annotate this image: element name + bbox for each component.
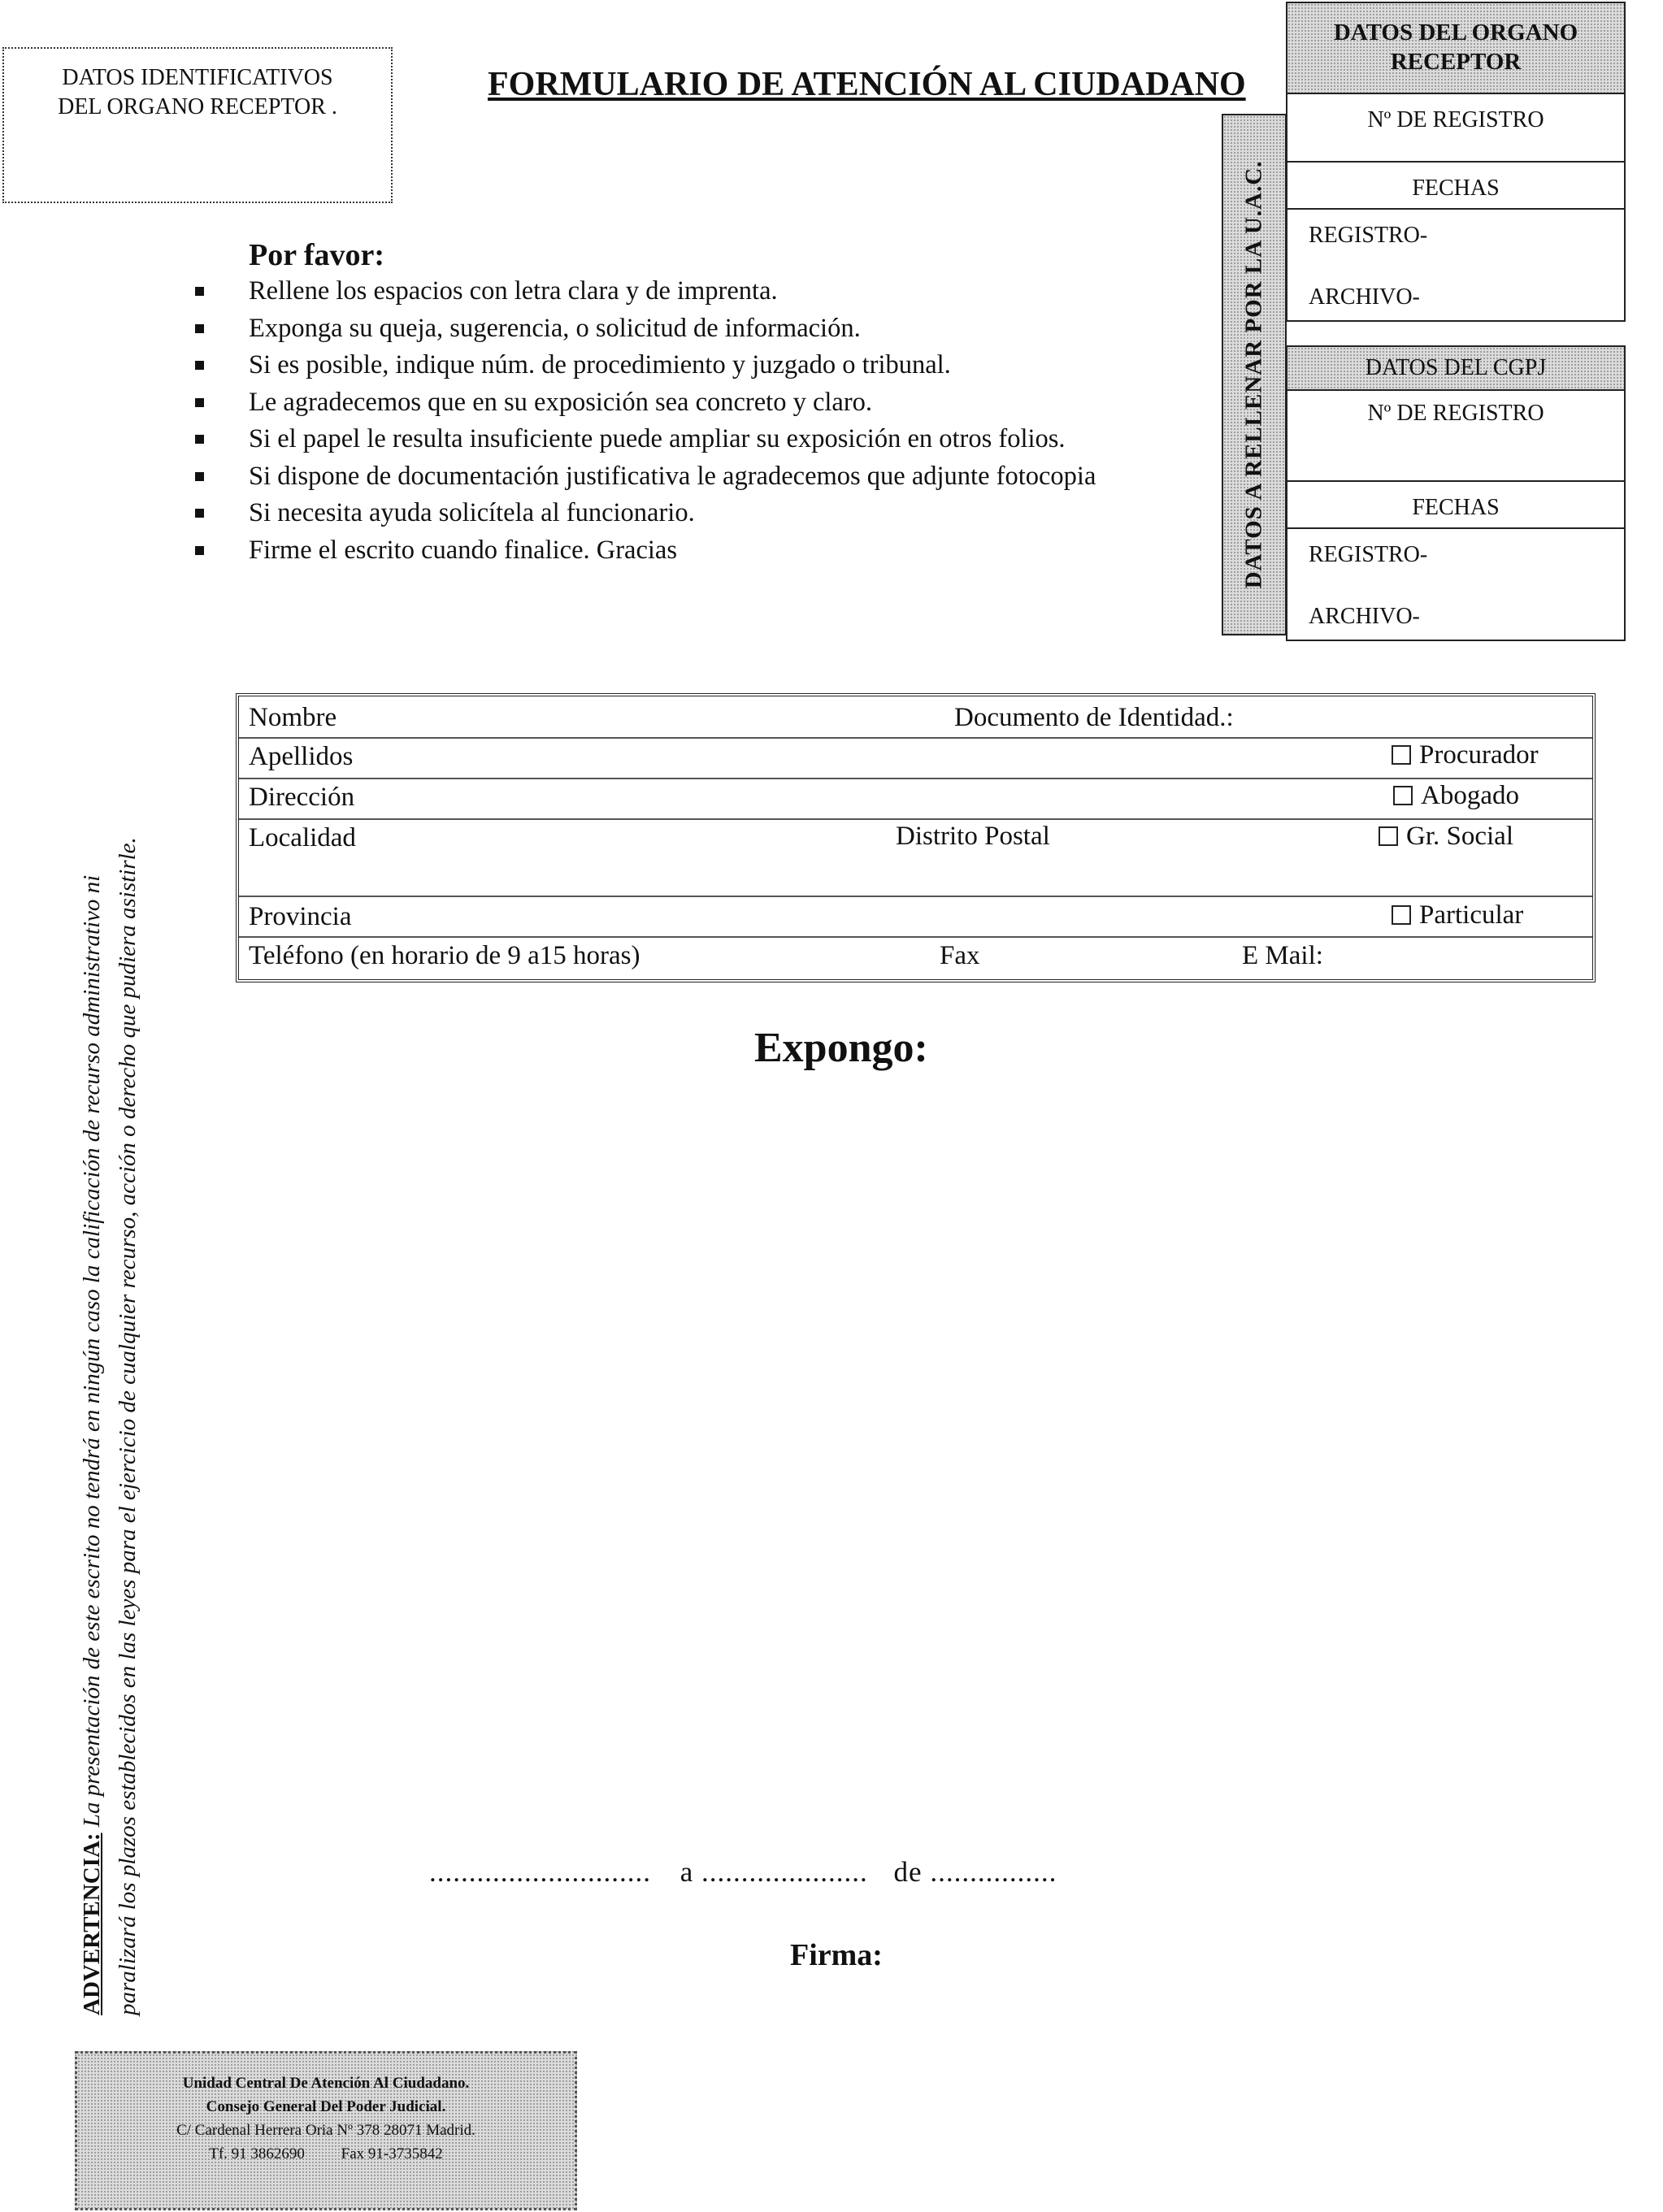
uac-strip-label: DATOS A RELLENAR POR LA U.A.C. [1240,160,1267,589]
bullet-icon [195,435,204,444]
row-localidad [239,818,1592,897]
checkbox-icon [1392,745,1411,765]
instruction-item [195,421,1096,458]
gr-social-label: Gr. Social [1406,822,1513,851]
row-apellidos [239,737,1592,779]
checkbox-icon [1393,786,1413,805]
telefono-field[interactable]: Teléfono (en horario de 9 a15 horas) [249,941,640,970]
particular-label: Particular [1419,900,1524,930]
footer-line3: C/ Cardenal Herrera Oria Nº 378 28071 Madrid. [176,2122,475,2139]
checkbox-icon [1379,826,1398,846]
cgpj-registro-field[interactable] [1286,389,1626,482]
instruction-item [195,532,1096,570]
bullet-icon [195,324,204,333]
row-nombre [239,696,1592,739]
instruction-item [195,495,1096,532]
row-direccion [239,778,1592,820]
bullet-icon [195,287,204,296]
localidad-field[interactable]: Localidad [249,823,356,852]
day-blank[interactable]: ..................... [701,1856,868,1888]
instruction-text: Si necesita ayuda solicítela al funcionario. [249,498,695,527]
id-box-line2: DEL ORGANO RECEPTOR . [58,94,337,119]
organo-registro-label: Nº DE REGISTRO [1367,107,1544,132]
instruction-text: Rellene los espacios con letra clara y de imprenta. [249,276,778,306]
footer-contact [77,2142,575,2166]
bullet-icon [195,472,204,481]
bullet-icon [195,509,204,518]
documento-field[interactable]: Documento de Identidad.: [954,703,1234,732]
bullet-icon [195,398,204,407]
footer-line1: Unidad Central De Atención Al Ciudadano. [182,2075,470,2092]
footer-fax: Fax 91-3735842 [341,2145,443,2162]
month-blank[interactable]: ................ [930,1856,1057,1888]
form-title: FORMULARIO DE ATENCIÓN AL CIUDADANO [488,66,1246,103]
instruction-text: Firme el escrito cuando finalice. Gracias [249,535,677,565]
cgpj-fechas-header [1286,480,1626,529]
cgpj-header-label: DATOS DEL CGPJ [1365,355,1547,380]
cgpj-registro-label: Nº DE REGISTRO [1367,401,1544,426]
organo-archivo-date: ARCHIVO- [1309,284,1420,310]
nombre-field[interactable]: Nombre [249,703,337,732]
date-de: de [893,1856,923,1888]
organo-fechas-header [1286,161,1626,210]
instruction-text: Si el papel le resulta insuficiente puede ampliar su exposición en otros folios. [249,424,1066,453]
distrito-postal-field[interactable]: Distrito Postal [896,822,1050,851]
advertencia-line1: La presentación de este escrito no tendrá en ningún caso la calificación de recurso administrativo ni [79,874,105,1828]
gr-social-checkbox[interactable] [1379,822,1513,852]
instruction-text: Si dispone de documentación justificativa le agradecemos que adjunte fotocopia [249,461,1096,491]
date-line [429,1856,1057,1889]
organo-registro-date: REGISTRO- [1309,223,1428,248]
abogado-label: Abogado [1421,781,1519,810]
instruction-text: Exponga su queja, sugerencia, o solicitud de información. [249,313,861,343]
instruction-text: Si es posible, indique núm. de procedimiento y juzgado o tribunal. [249,350,951,380]
organo-header-line2: RECEPTOR [1390,49,1522,75]
organo-receptor-header [1286,2,1626,94]
cgpj-dates-field[interactable] [1286,527,1626,641]
cgpj-fechas-label: FECHAS [1412,495,1500,520]
cgpj-archivo-date: ARCHIVO- [1309,604,1420,629]
cgpj-header [1286,345,1626,391]
expongo-heading: Expongo: [754,1025,928,1071]
instruction-text: Le agradecemos que en su exposición sea concreto y claro. [249,387,873,417]
checkbox-icon [1392,905,1411,925]
provincia-field[interactable]: Provincia [249,902,352,931]
instruction-item [195,347,1096,384]
organo-fechas-label: FECHAS [1412,176,1500,201]
instruction-item [195,310,1096,348]
instruction-item [195,458,1096,496]
id-box-line1: DATOS IDENTIFICATIVOS [62,65,333,90]
receptor-identification-box [2,47,393,203]
procurador-label: Procurador [1419,740,1539,770]
instruction-item [195,384,1096,422]
row-telefono [239,936,1592,978]
footer-phone: Tf. 91 3862690 [209,2145,305,2162]
organo-header-line1: DATOS DEL ORGANO [1333,20,1578,46]
footer-address-stamp [75,2051,577,2210]
date-a: a [680,1856,694,1888]
instructions-list [195,273,1096,569]
personal-data-table [236,693,1596,982]
footer-line2: Consejo General Del Poder Judicial. [206,2098,446,2115]
row-provincia [239,896,1592,938]
apellidos-field[interactable]: Apellidos [249,742,354,771]
particular-checkbox[interactable] [1392,900,1523,930]
advertencia-line2: paralizará los plazos establecidos en las leyes para el ejercicio de cualquier recurso, acción o derecho que pudiera asistirle. [115,837,141,2015]
instructions-heading: Por favor: [249,238,385,272]
procurador-checkbox[interactable] [1392,740,1539,770]
organo-dates-field[interactable] [1286,208,1626,322]
bullet-icon [195,546,204,555]
advertencia-notice [69,593,150,2015]
email-field[interactable]: E Mail: [1242,941,1323,970]
bullet-icon [195,361,204,370]
advertencia-label: ADVERTENCIA: [79,1832,105,2015]
direccion-field[interactable]: Dirección [249,783,355,812]
abogado-checkbox[interactable] [1393,781,1519,811]
uac-strip [1222,114,1287,635]
cgpj-registro-date: REGISTRO- [1309,542,1428,567]
organo-registro-field[interactable] [1286,93,1626,163]
instruction-item [195,273,1096,310]
signature-label: Firma: [790,1938,883,1972]
fax-field[interactable]: Fax [940,941,980,970]
place-blank[interactable]: ............................ [429,1856,651,1888]
